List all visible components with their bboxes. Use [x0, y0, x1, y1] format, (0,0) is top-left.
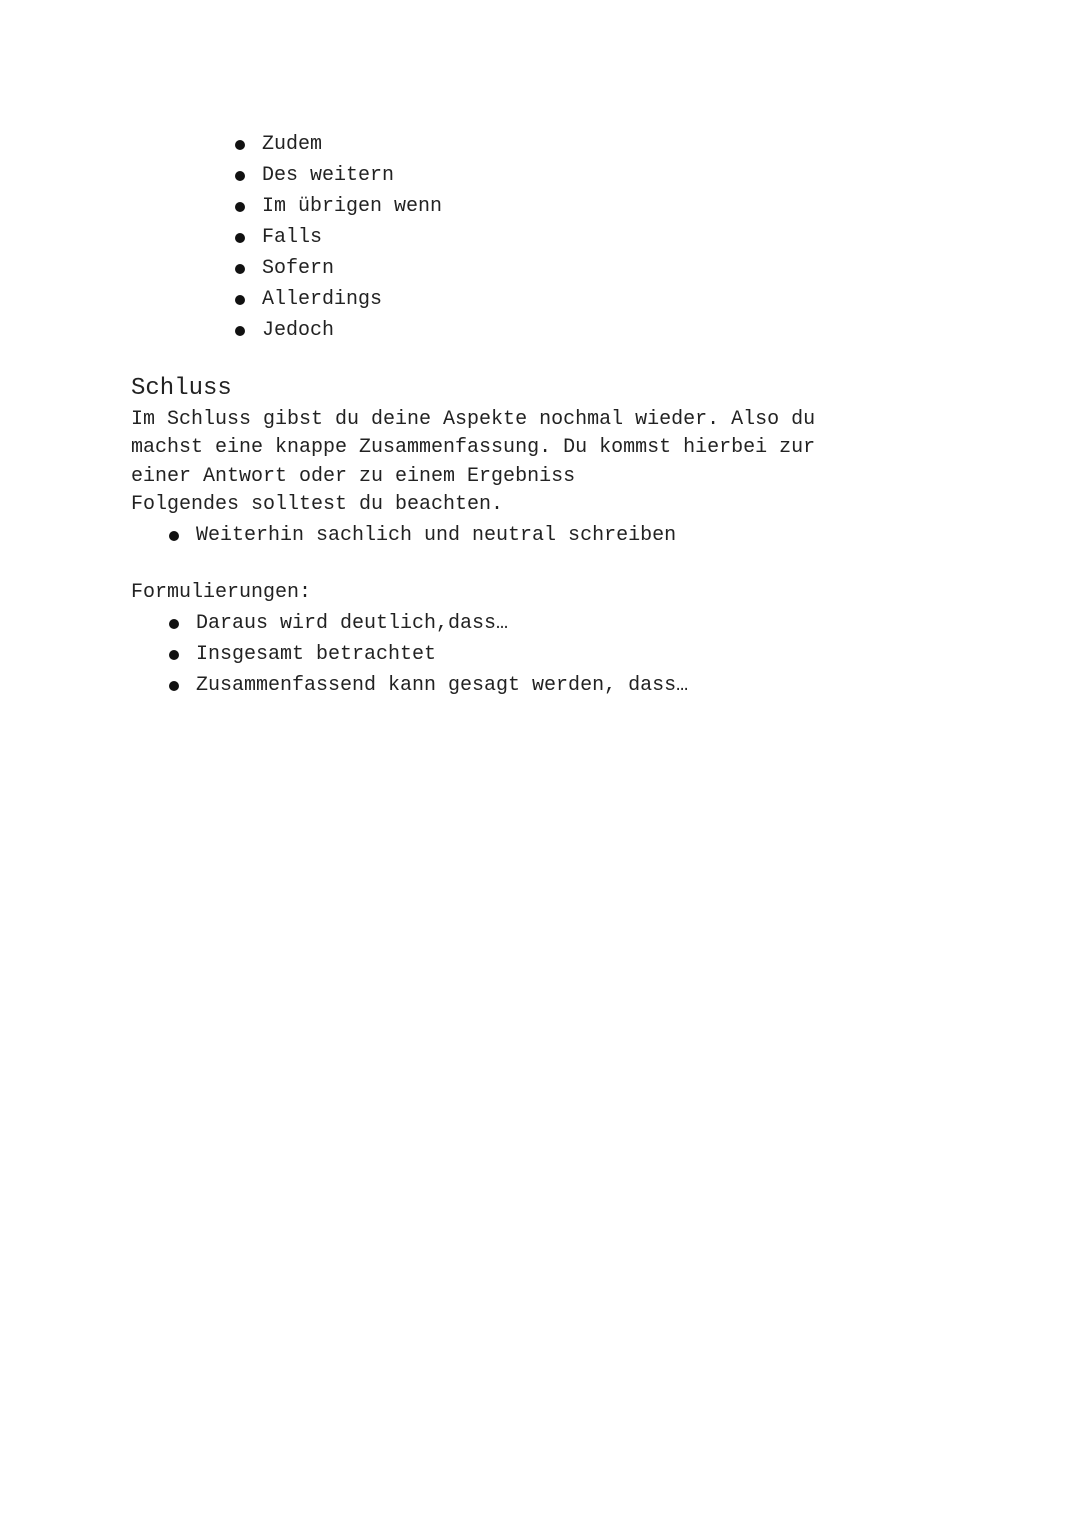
paragraph-line: machst eine knappe Zusammenfassung. Du kommst hierbei zur — [131, 436, 816, 460]
paragraph-line: Im Schluss gibst du deine Aspekte nochmal wieder. Also du — [131, 408, 816, 431]
list-item: Allerdings — [262, 284, 442, 315]
phrases-label: Formulierungen: — [131, 581, 312, 604]
list-item: Daraus wird deutlich,dass… — [196, 608, 688, 639]
bullet-icon — [235, 233, 245, 243]
list-item: Zudem — [262, 129, 442, 160]
bullet-icon — [169, 681, 179, 691]
list-item: Insgesamt betrachtet — [196, 639, 688, 670]
phrase-list — [196, 608, 688, 701]
bullet-icon — [235, 264, 245, 274]
list-item: Im übrigen wenn — [262, 191, 442, 222]
list-item: Falls — [262, 222, 442, 253]
hint-list — [196, 520, 676, 551]
bullet-icon — [235, 202, 245, 212]
bullet-icon — [235, 171, 245, 181]
bullet-icon — [169, 619, 179, 629]
bullet-icon — [235, 295, 245, 305]
list-item: Des weitern — [262, 160, 442, 191]
bullet-icon — [235, 326, 245, 336]
list-item: Jedoch — [262, 315, 442, 346]
list-item: Weiterhin sachlich und neutral schreiben — [196, 520, 676, 551]
paragraph-line: Folgendes solltest du beachten. — [131, 492, 504, 516]
section-heading-schluss: Schluss — [131, 375, 232, 402]
conclusion-paragraph — [131, 406, 815, 519]
bullet-icon — [169, 531, 179, 541]
paragraph-line: einer Antwort oder zu einem Ergebniss — [131, 464, 576, 488]
bullet-icon — [235, 140, 245, 150]
list-item: Sofern — [262, 253, 442, 284]
connector-list — [262, 129, 442, 346]
bullet-icon — [169, 650, 179, 660]
list-item: Zusammenfassend kann gesagt werden, dass… — [196, 670, 688, 701]
